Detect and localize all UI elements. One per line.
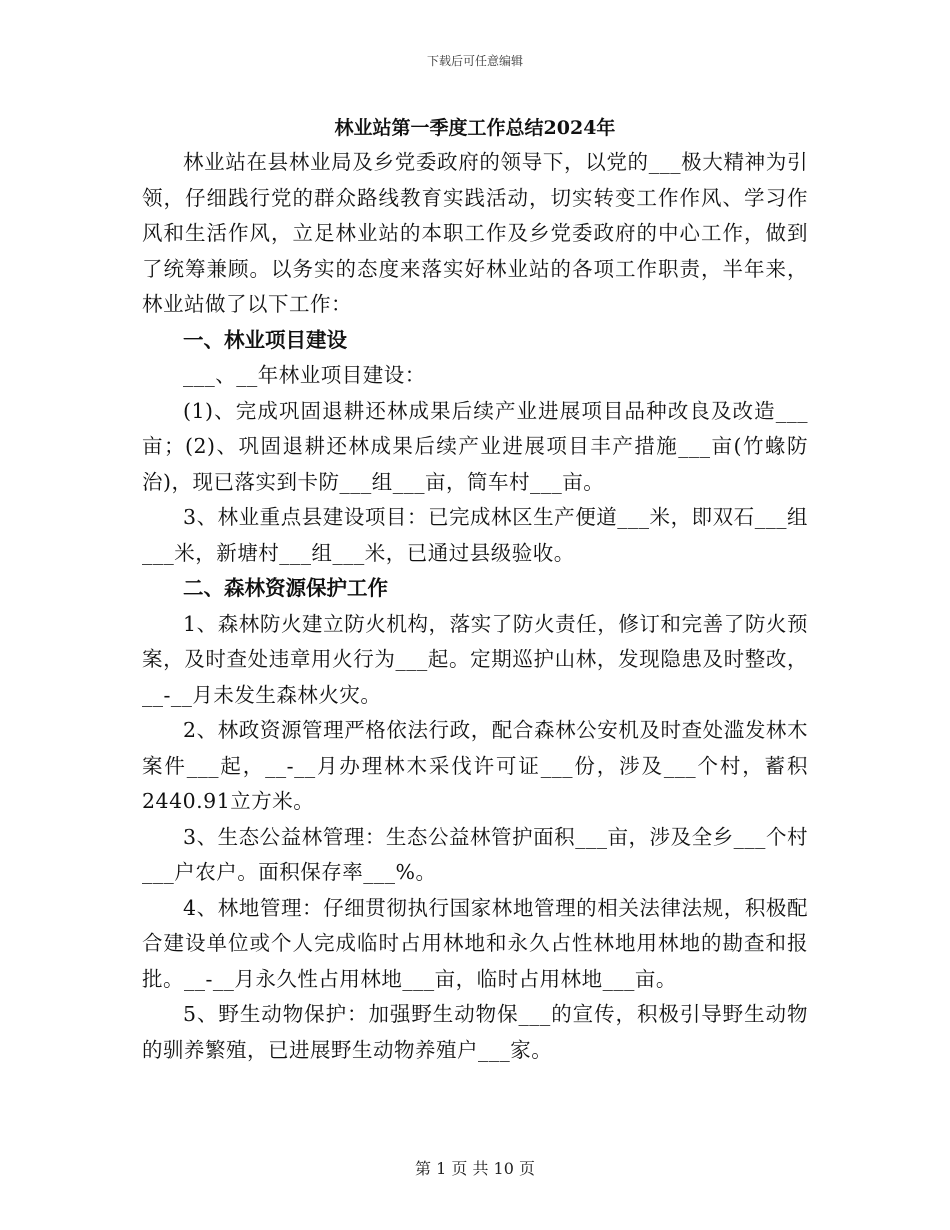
paragraph-key-county-project: 3、林业重点县建设项目：已完成林区生产便道___米，即双石___组___米，新塘村___组___米，已通过县级验收。 xyxy=(142,505,808,565)
paragraph-wildlife-protection: 5、野生动物保护：加强野生动物保___的宣传，积极引导野生动物的驯养繁殖，已进展野生动物养殖户___家。 xyxy=(142,1002,808,1062)
intro-paragraph: 林业站在县林业局及乡党委政府的领导下，以党的___极大精神为引领，仔细践行党的群众路线教育实践活动，切实转变工作作风、学习作风和生活作风，立足林业站的本职工作及乡党委政府的中心工作，做到了统筹兼顾。以务实的态度来落实好林业站的各项工作职责，半年来，林业站做了以下工作： xyxy=(142,150,808,316)
section-heading-forestry-projects: 一、林业项目建设 xyxy=(183,327,347,352)
paragraph-resource-management: 2、林政资源管理严格依法行政，配合森林公安机及时查处滥发林木案件___起，__-__月办理林木采伐许可证___份，涉及___个村，蓄积2440.91立方米。 xyxy=(142,718,808,813)
section-heading-forest-protection: 二、森林资源保护工作 xyxy=(183,576,388,600)
paragraph-project-year: ___、__年林业项目建设： xyxy=(183,363,426,387)
page-number-indicator: 第 1 页 共 10 页 xyxy=(415,1159,535,1178)
document-title: 林业站第一季度工作总结2024年 xyxy=(334,117,616,139)
document-body xyxy=(142,113,808,1068)
paragraph-fire-prevention: 1、森林防火建立防火机构，落实了防火责任，修订和完善了防火预案，及时查处违章用火行为___起。定期巡护山林，发现隐患及时整改，__-__月未发生森林火灾。 xyxy=(142,611,808,707)
paragraph-project-items: (1)、完成巩固退耕还林成果后续产业进展项目品种改良及改造___亩；(2)、巩固退耕还林成果后续产业进展项目丰产措施___亩(竹蝝防治)，现已落实到卡防___组___亩，筒车村___亩。 xyxy=(142,398,808,494)
page-header-note: 下载后可任意编辑 xyxy=(426,54,523,68)
paragraph-ecological-forest: 3、生态公益林管理：生态公益林管护面积___亩，涉及全乡___个村___户农户。面积保存率___%。 xyxy=(142,824,808,884)
paragraph-land-management: 4、林地管理：仔细贯彻执行国家林地管理的相关法律法规，积极配合建设单位或个人完成临时占用林地和永久占性林地用林地的勘查和报批。__-__月永久性占用林地___亩，临时占用林地___亩。 xyxy=(142,895,808,991)
